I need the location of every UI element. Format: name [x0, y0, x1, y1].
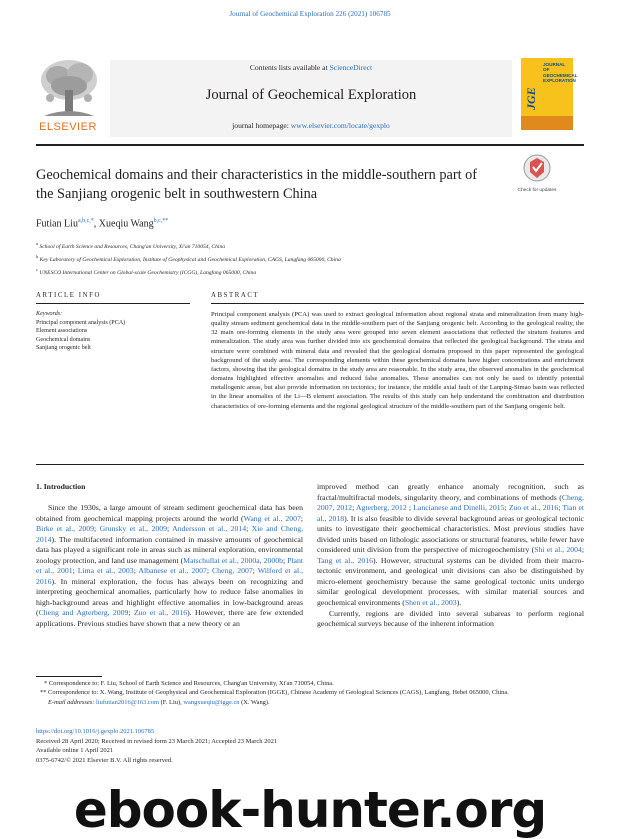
check-for-updates-label[interactable]: Check for updates — [517, 188, 557, 193]
affiliation-text: UNESCO International Center on Global-scale Geochemistry (ICGG), Langfang 065000, China — [39, 270, 257, 277]
correspondence-footnote: ** Correspondence to: X. Wang, Institute of Geophysical and Geochemical Exploration (IGGE), Chinese Academy of Geological Sciences (CAGS), Langfang, Hebei 065000, China. — [40, 689, 509, 697]
body-text: ; — [406, 503, 414, 513]
citation-link[interactable]: Tian et al., 2018 — [317, 503, 585, 523]
email-link[interactable]: liufutian2016@163.com — [96, 698, 160, 706]
body-text: ; — [133, 566, 139, 576]
affiliation-text: Key Laboratory of Geochemical Exploration, Institute of Geophysical and Geochemical Exploration, CAGS, Langfang 065000, China — [39, 257, 341, 264]
homepage-line — [110, 121, 512, 130]
body-text: ). In mineral exploration, the focus has always been on recognizing and interpreting geochemical anomalies, particularly how to reduce false anomalies in high-background areas and highlight effective anomalies in low-background areas ( — [36, 576, 303, 618]
journal-title: Journal of Geochemical Exploration — [205, 87, 417, 103]
intro-paragraph — [317, 482, 584, 609]
citation-link[interactable]: Andersson et al., 2014 — [172, 524, 247, 534]
header-rule — [36, 144, 584, 146]
body-text: ). — [456, 598, 462, 608]
body-text: ; — [206, 566, 213, 576]
author-name: Xueqiu Wang — [98, 218, 154, 230]
citation-link[interactable]: Lima et al., 2003 — [77, 566, 134, 576]
body-text: ). The multifaceted information contained in massive amounts of geochemical data has played a significant role in areas such as mineral exploration, environmental zoology protection, and land use management ( — [36, 534, 303, 565]
online-date: Available online 1 April 2021 — [36, 747, 114, 755]
citation-link[interactable]: Birke et al., 2009 — [36, 524, 94, 534]
cover-abbrev: JGE — [524, 87, 538, 110]
intro-right-column — [317, 482, 584, 630]
elsevier-tree-logo — [36, 56, 102, 126]
body-text: ; — [558, 503, 563, 513]
citation-link[interactable]: Lancianese and Dinelli, 2015 — [413, 503, 505, 513]
citation-link[interactable]: Xie and Cheng, 2014 — [36, 524, 304, 544]
citation-link[interactable]: Zuo et al., 2016 — [133, 608, 188, 618]
email-link[interactable]: wangxueqiu@igge.cn — [183, 698, 240, 706]
publication-info — [36, 727, 277, 765]
abstract-heading: ABSTRACT — [211, 292, 260, 299]
intro-paragraph — [36, 503, 303, 630]
contents-line — [110, 63, 512, 72]
email-footnote — [36, 698, 584, 707]
body-text: ; — [246, 524, 252, 534]
citation-link[interactable]: Plant et al., 2001 — [36, 555, 304, 576]
journal-cover-thumbnail[interactable] — [521, 58, 578, 130]
body-text: ; — [581, 545, 584, 555]
article-info-rule — [36, 303, 190, 304]
keyword: Element associations — [36, 328, 88, 334]
citation-link[interactable]: Agterberg, 2012 — [355, 503, 407, 513]
body-text: ). It is also feasible to divide several background areas or geological tectonic units to investigate their geochemical characteristics. Most previous studies have divided units based on lithologic associations or structural features, while fewer have considered unit division from the perspective of microgeochemistry ( — [317, 513, 584, 555]
watermark: ebook-hunter.org — [73, 781, 547, 839]
cover-strip — [521, 116, 573, 130]
body-text: ; — [167, 524, 173, 534]
sciencedirect-link[interactable]: ScienceDirect — [329, 63, 373, 72]
body-text: ; — [504, 503, 509, 513]
received-dates: Received 28 April 2020; Received in revised form 23 March 2021; Accepted 23 March 2021 — [36, 737, 278, 745]
citation-link[interactable]: Tang et al., 2016 — [317, 555, 373, 565]
footnote-rule — [36, 676, 102, 677]
body-text: ; — [300, 513, 304, 523]
abstract-bottom-rule — [36, 464, 584, 465]
citation-link[interactable]: Wang et al., 2007 — [243, 513, 301, 523]
citation-link[interactable]: Shi et al., 2004 — [534, 545, 582, 555]
keywords-label: Keywords: — [36, 311, 63, 317]
keyword: Geochemical domains — [36, 336, 91, 343]
doi-link[interactable]: https://doi.org/10.1016/j.gexplo.2021.106785 — [36, 728, 155, 735]
affiliation — [36, 265, 341, 278]
affiliation-text: School of Earth Science and Resources, Chang'an University, Xi'an 710054, China — [39, 243, 226, 250]
author-name: Futian Liu — [36, 218, 78, 230]
intro-left-column — [36, 503, 303, 630]
affiliation-marker: a — [36, 241, 38, 246]
body-text: ; — [72, 566, 78, 576]
email-label: E-mail addresses: — [48, 698, 97, 706]
introduction-heading: 1. Introduction — [36, 482, 86, 491]
citation-link[interactable]: Cheng, 2007 — [212, 566, 253, 576]
citation-link[interactable]: Cheng and Agterberg, 2009 — [38, 608, 129, 618]
homepage-prefix: journal homepage: — [232, 121, 291, 130]
author-affil-marker[interactable]: b,c,** — [153, 218, 169, 224]
journal-citation[interactable]: Journal of Geochemical Exploration 226 (2021) 106785 — [229, 10, 391, 18]
abstract-text: Principal component analysis (PCA) was used to extract geological information about regional strata and mineralization from many high-quality stream sediment geochemical data in the middle-southern part of the Sanjiang orogenic belt. According to the geological reality, the 32 main ore-forming elements in the study area were grouped into seven element associations that reflected the stratum features and mineralization. The study area was further divided into six geochemical domains that reflected the geological background. The strata and structure were combined with mineral data and revealed that the geological domains proposed in this paper represented the geological background of the study area. The corresponding elements within these geochemical domains have higher concentrations and enrichment factors, showing that the geological domains in the study area are reasonable. In the study area, the observed anomalies in the geochemical domains highlighted effective anomalies and reduced false anomalies. These anomalies can not only be used to identify potential metallogenic areas, but also provide information on tectonics; for instance, the middle axial fault of the Lanping-Simao basin was reflected in the linear anomalies of the Li—B element association. The results of this study can help understand the combination and distribution characteristics of ore-forming elements and the regional geological structure of the middle-southern part of the Sanjiang orogenic belt. — [211, 311, 584, 410]
keyword: Sanjiang orogenic belt — [36, 345, 91, 351]
correspondence-footnote: * Correspondence to: F. Liu, School of Earth Science and Resources, Chang'an University, Xi'an 710054, China. — [44, 680, 334, 687]
body-text: ; — [128, 608, 134, 618]
affiliation-marker: c — [36, 267, 38, 273]
citation-link[interactable]: Zuo et al., 2016 — [508, 503, 559, 513]
body-text: ). However, there are few extended applications. Previous studies have shown that a new theory or an — [36, 608, 304, 629]
citation-link[interactable]: Cheng, 2007, 2012 — [317, 492, 584, 513]
elsevier-wordmark: ELSEVIER — [39, 121, 97, 133]
citation-link[interactable]: Matschullat et al., 2000a, 2000b — [183, 555, 283, 565]
citation-link[interactable]: Grunsky et al., 2009 — [99, 524, 168, 534]
cover-title: JOURNAL OF GEOCHEMICAL EXPLORATION — [543, 62, 578, 84]
check-for-updates-icon[interactable] — [521, 152, 553, 188]
email-owner: (F. Liu), — [159, 698, 184, 706]
citation-link[interactable]: Wilford et al., 2016 — [36, 566, 304, 586]
citation-link[interactable]: Shen et al., 2003 — [404, 598, 457, 608]
article-info-heading: ARTICLE INFO — [36, 292, 102, 299]
homepage-link[interactable]: www.elsevier.com/locate/gexplo — [290, 121, 390, 130]
affiliation-marker: b — [36, 254, 39, 260]
affiliation-list — [36, 239, 341, 278]
affiliation — [36, 252, 341, 265]
citation-link[interactable]: Albanese et al., 2007 — [138, 566, 207, 576]
author-separator: , — [93, 218, 99, 230]
body-text: ; — [282, 555, 288, 565]
keywords-block — [36, 310, 186, 353]
author-affil-marker[interactable]: a,b,c,* — [77, 218, 94, 224]
author-list — [36, 218, 168, 229]
keyword: Principal component analysis (PCA) — [36, 319, 126, 326]
contents-prefix: Contents lists available at — [249, 63, 330, 72]
article-title: Geochemical domains and their characteristics in the middle-southern part of the Sanjiang orogenic belt in southwestern China — [36, 167, 478, 202]
body-text: ; — [252, 566, 258, 576]
abstract-rule — [211, 303, 584, 304]
body-text: ). However, structural systems can be divided from their macro-tectonic environment, and geological unit divisions can also be distinguished by micro-element geochemistry because the same geological tectonic units undergo similar geological development processes, with similar material sources and geochemical environments ( — [317, 555, 584, 608]
intro-paragraph: Currently, regions are divided into several subareas to perform regional geochemical surveys because of the inherent information — [317, 608, 584, 629]
body-text: Since the 1930s, a large amount of stream sediment geochemical data has been obtained from geochemical mapping projects around the world ( — [36, 503, 303, 523]
footnotes — [36, 679, 584, 707]
body-text: ; — [94, 524, 100, 534]
body-text: ; — [352, 503, 356, 513]
affiliation — [36, 239, 341, 252]
body-text: improved method can greatly enhance anomaly recognition, such as fractal/multifractal models, singularity theory, and combinations of methods ( — [317, 482, 584, 502]
email-owner: (X. Wang). — [239, 698, 270, 706]
copyright: 0375-6742/© 2021 Elsevier B.V. All rights reserved. — [36, 756, 173, 764]
